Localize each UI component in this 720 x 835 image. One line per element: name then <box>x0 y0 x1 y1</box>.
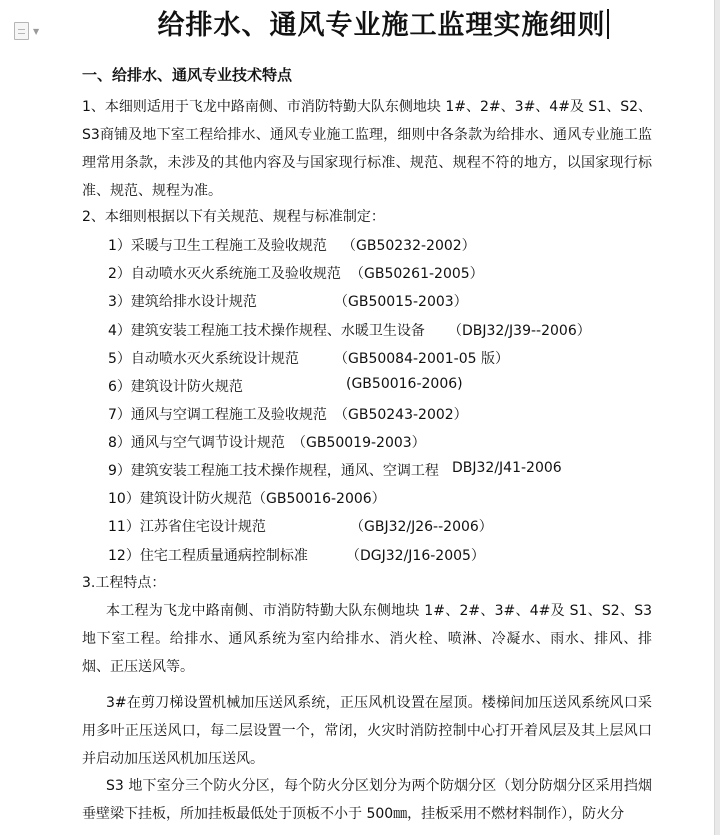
paragraph-project[interactable]: 本工程为飞龙中路南侧、市消防特勤大队东侧地块 1#、2#、3#、4#及 S1、S2、S3 地下室工程。给排水、通风系统为室内给排水、消火栓、喷淋、冷凝水、雨水、排风、排烟、正压送风等。 <box>82 603 652 675</box>
reference-name: 1）采暖与卫生工程施工及验收规范 <box>108 238 327 254</box>
document-title-text[interactable]: 给排水、通风专业施工监理实施细则 <box>157 10 606 41</box>
reference-name: 6）建筑设计防火规范 <box>108 379 243 395</box>
reference-code: （GB50243-2002） <box>334 407 468 423</box>
document-title[interactable] <box>0 3 720 42</box>
reference-name: 10）建筑设计防火规范 <box>108 491 252 507</box>
reference-name: 8）通风与空气调节设计规范 <box>108 435 285 451</box>
paragraph-smoke-zones[interactable]: S3 地下室分三个防火分区，每个防火分区划分为两个防烟分区（划分防烟分区采用挡烟垂壁梁下挂板，所加挂板最低处于顶板不小于 500㎜，挂板采用不燃材料制作），防火分 <box>82 778 652 822</box>
section-heading[interactable]: 一、给排水、通风专业技术特点 <box>82 66 293 84</box>
reference-code: DBJ32/J41-2006 <box>452 460 562 476</box>
reference-code: （DBJ32/J39--2006） <box>448 323 591 339</box>
reference-name: 5）自动喷水灭火系统设计规范 <box>108 351 299 367</box>
reference-code: （GB50019-2003） <box>292 435 426 451</box>
reference-code: （GB50084-2001-05 版） <box>334 351 509 367</box>
reference-code: （GB50015-2003） <box>334 294 468 310</box>
chevron-down-icon[interactable]: ▼ <box>33 26 40 36</box>
reference-name: 4）建筑安装工程施工技术操作规程、水暖卫生设备 <box>108 323 425 339</box>
paragraph-scope[interactable]: 1、本细则适用于飞龙中路南侧、市消防特勤大队东侧地块 1#、2#、3#、4#及 S1、S2、S3商铺及地下室工程给排水、通风专业施工监理，细则中各条款为给排水、通风专业施工监理常用条款，未涉及的其他内容及与国家现行标准、规范、规程不符的地方，以国家现行标准、规范、规程为准。 <box>82 99 652 199</box>
reference-code: （GB50016-2006） <box>252 491 386 507</box>
paragraph-pressurization[interactable]: 3#在剪刀梯设置机械加压送风系统，正压风机设置在屋顶。楼梯间加压送风系统风口采用多叶正压送风口，每二层设置一个，常闭，火灾时消防控制中心打开着风层及其上层风口并启动加压送风机加压送风。 <box>82 695 652 767</box>
paragraph-basis[interactable]: 2、本细则根据以下有关规范、规程与标准制定： <box>82 209 385 225</box>
reference-code: （GB50261-2005） <box>350 266 484 282</box>
reference-code: （DGJ32/J16-2005） <box>346 548 485 564</box>
text-cursor <box>607 9 609 39</box>
reference-code: （GBJ32/J26--2006） <box>350 519 493 535</box>
reference-name: 9）建筑安装工程施工技术操作规程，通风、空调工程 <box>108 463 439 479</box>
reference-name: 7）通风与空调工程施工及验收规范 <box>108 407 327 423</box>
reference-name: 2）自动喷水灭火系统施工及验收规范 <box>108 266 341 282</box>
reference-code: （GB50232-2002） <box>342 238 476 254</box>
reference-name: 3）建筑给排水设计规范 <box>108 294 257 310</box>
reference-code: (GB50016-2006) <box>346 376 463 392</box>
section-features-heading[interactable]: 3.工程特点： <box>82 575 166 591</box>
reference-name: 12）住宅工程质量通病控制标准 <box>108 548 308 564</box>
reference-name: 11）江苏省住宅设计规范 <box>108 519 266 535</box>
